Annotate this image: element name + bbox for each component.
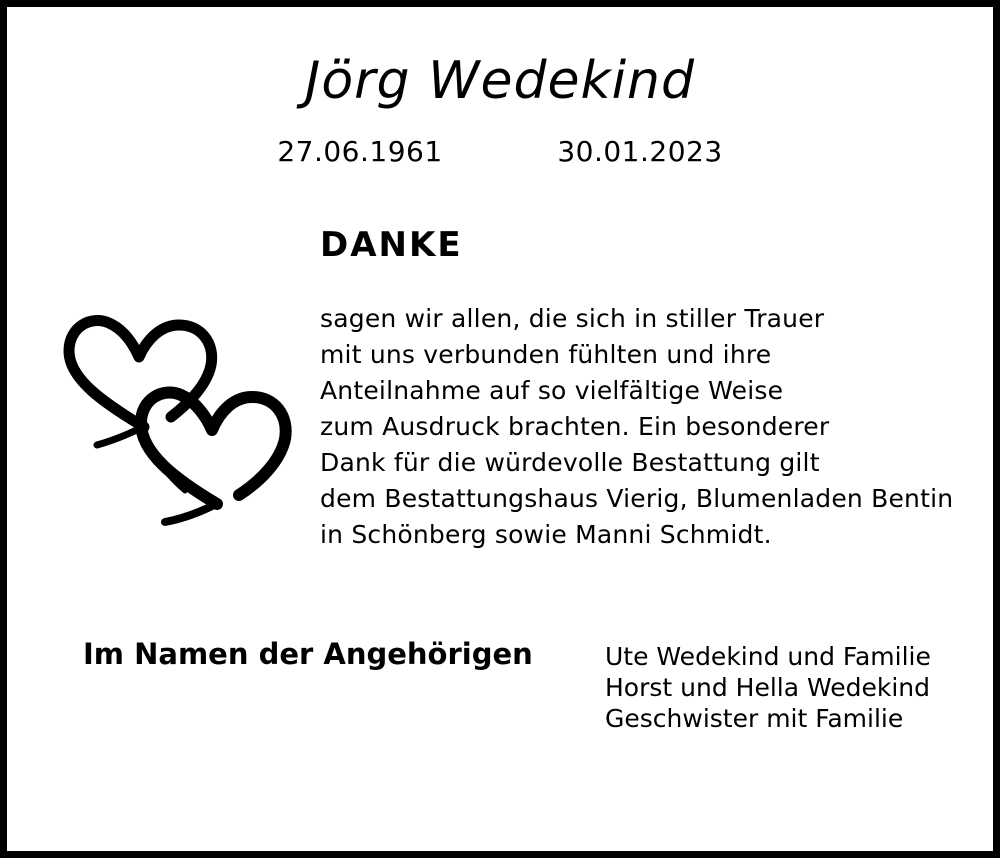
- body-line: Dank für die würdevolle Bestattung gilt: [320, 448, 820, 477]
- body-line: sagen wir allen, die sich in stiller Trauer: [320, 304, 825, 333]
- family-signatures: [605, 641, 931, 734]
- on-behalf-of-label: Im Namen der Angehörigen: [83, 637, 533, 671]
- body-line: dem Bestattungshaus Vierig, Blumenladen Bentin: [320, 484, 954, 513]
- life-dates: [7, 135, 993, 168]
- thanks-headline: DANKE: [320, 225, 463, 265]
- signature-line: Geschwister mit Familie: [605, 704, 904, 733]
- signature-line: Horst und Hella Wedekind: [605, 673, 931, 702]
- death-date: 30.01.2023: [557, 135, 723, 168]
- birth-date: 27.06.1961: [277, 135, 443, 168]
- deceased-name: Jörg Wedekind: [305, 51, 695, 111]
- body-line: mit uns verbunden fühlten und ihre: [320, 340, 772, 369]
- body-line: Anteilnahme auf so vielfältige Weise: [320, 376, 784, 405]
- signature-line: Ute Wedekind und Familie: [605, 642, 931, 671]
- two-hearts-icon: [49, 299, 299, 539]
- obituary-content: [7, 7, 993, 851]
- thanks-body: [320, 301, 990, 553]
- body-line: zum Ausdruck brachten. Ein besonderer: [320, 412, 830, 441]
- body-line: in Schönberg sowie Manni Schmidt.: [320, 520, 772, 549]
